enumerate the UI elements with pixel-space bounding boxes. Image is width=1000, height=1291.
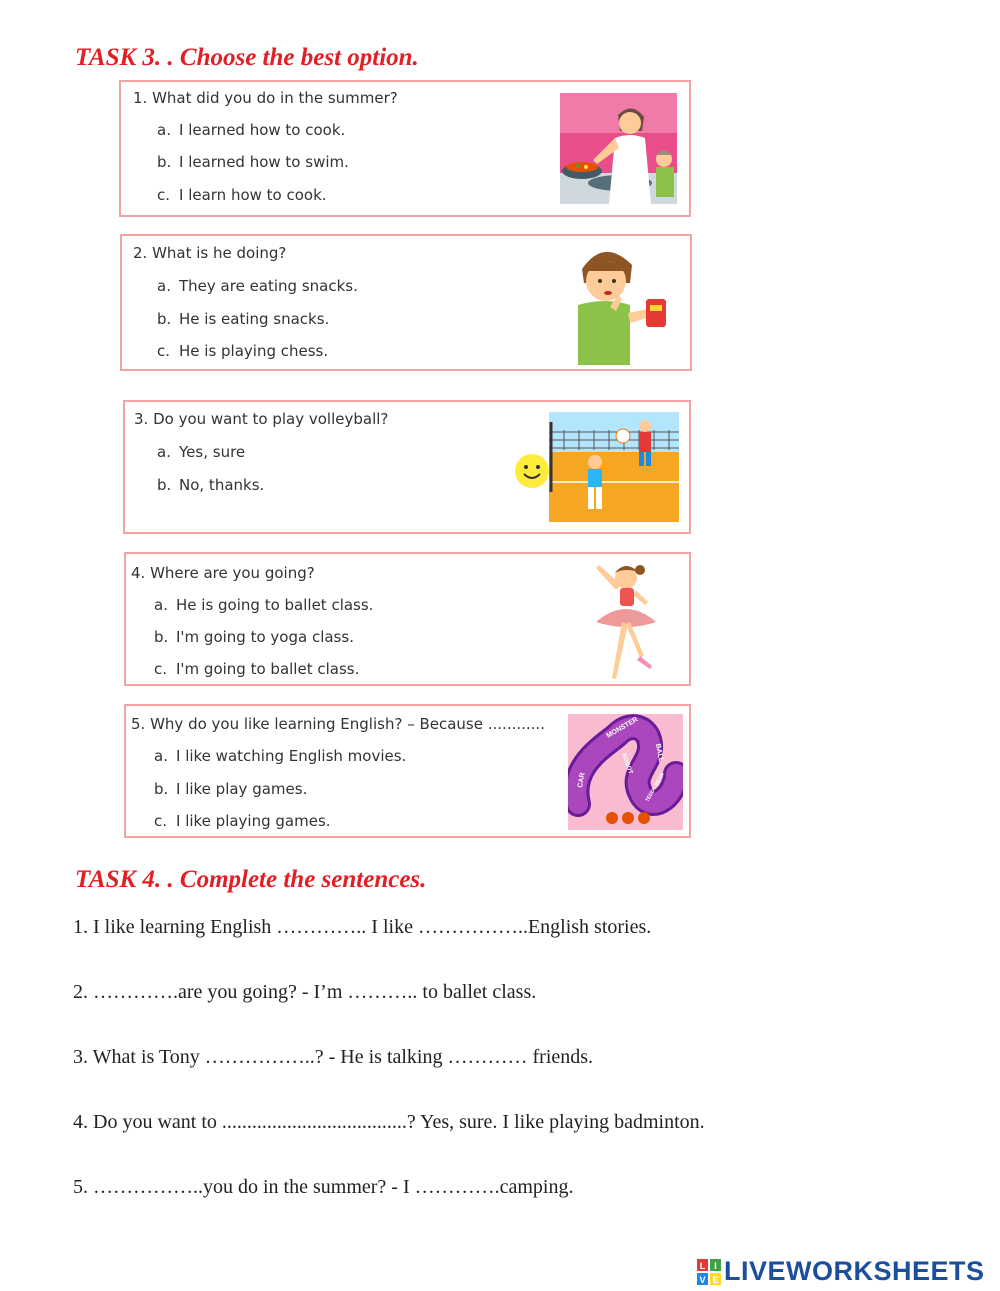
- option-letter: c.: [157, 342, 171, 360]
- option-b[interactable]: [157, 476, 264, 494]
- question-text: 5. Why do you like learning English? – Because ............: [131, 715, 545, 733]
- smiley-icon: [514, 453, 550, 489]
- option-letter: a.: [157, 277, 171, 295]
- boy-eating-snacks-illustration: [570, 241, 670, 366]
- option-text: I like watching English movies.: [176, 747, 407, 765]
- option-letter: a.: [157, 443, 171, 461]
- option-text: I learned how to cook.: [179, 121, 346, 139]
- option-text: I learn how to cook.: [179, 186, 327, 204]
- option-text: I like play games.: [176, 780, 308, 798]
- board-label-robot: ROBOT: [620, 752, 634, 776]
- cooking-illustration: [560, 93, 677, 204]
- option-c[interactable]: [154, 660, 359, 678]
- sentence-3: 3. What is Tony ……………..? - He is talking ………… friends.: [73, 1046, 594, 1068]
- option-c[interactable]: [157, 186, 327, 204]
- liveworksheets-logo: [697, 1256, 985, 1287]
- question-box-1: [119, 80, 691, 217]
- question-text: 4. Where are you going?: [131, 564, 315, 582]
- question-text: 3. Do you want to play volleyball?: [134, 410, 389, 428]
- question-box-2: [120, 234, 692, 371]
- option-text: No, thanks.: [179, 476, 265, 494]
- question-box-3: [123, 400, 691, 534]
- option-letter: b.: [157, 153, 172, 171]
- logo-text: LIVEWORKSHEETS: [724, 1256, 985, 1286]
- option-letter: c.: [154, 660, 168, 678]
- option-a[interactable]: [154, 596, 373, 614]
- option-b[interactable]: [154, 780, 307, 798]
- liveworksheets-logo-icon: [697, 1259, 721, 1285]
- logo-icon-letter-e: E: [712, 1274, 719, 1285]
- option-a[interactable]: [154, 747, 406, 765]
- board-label-car: CAR: [577, 772, 587, 789]
- option-text: He is eating snacks.: [179, 310, 330, 328]
- option-text: He is going to ballet class.: [176, 596, 374, 614]
- option-text: Yes, sure: [179, 443, 246, 461]
- board-label-monster: MONSTER: [605, 716, 640, 740]
- option-letter: b.: [154, 780, 169, 798]
- option-b[interactable]: [157, 153, 349, 171]
- sentence-1: 1. I like learning English ………….. I like ……………..English stories.: [73, 916, 652, 938]
- option-text: I'm going to ballet class.: [176, 660, 360, 678]
- logo-icon-letter-i: I: [714, 1260, 717, 1271]
- option-letter: c.: [154, 812, 168, 830]
- question-text: 2. What is he doing?: [133, 244, 287, 262]
- logo-icon-letter-l: L: [699, 1260, 706, 1271]
- task3-title: TASK 3. . Choose the best option.: [75, 44, 419, 71]
- option-b[interactable]: [154, 628, 354, 646]
- option-b[interactable]: [157, 310, 329, 328]
- option-a[interactable]: [157, 443, 245, 461]
- sentence-4: 4. Do you want to .....................................? Yes, sure. I like playing badminton.: [73, 1111, 705, 1133]
- sentence-2: 2. ………….are you going? - I’m ……….. to ballet class.: [73, 981, 537, 1003]
- option-text: I learned how to swim.: [179, 153, 349, 171]
- option-a[interactable]: [157, 121, 345, 139]
- option-letter: a.: [154, 747, 168, 765]
- question-box-5: [124, 704, 691, 838]
- board-label-ball: BALL: [654, 743, 665, 763]
- ballerina-illustration: [584, 560, 664, 685]
- option-text: I'm going to yoga class.: [176, 628, 354, 646]
- board-game-illustration: [568, 714, 683, 830]
- question-text: 1. What did you do in the summer?: [133, 89, 398, 107]
- question-box-4: [124, 552, 691, 686]
- logo-icon-letter-v: V: [699, 1274, 706, 1285]
- option-c[interactable]: [154, 812, 331, 830]
- option-a[interactable]: [157, 277, 358, 295]
- option-letter: a.: [154, 596, 168, 614]
- option-text: He is playing chess.: [179, 342, 329, 360]
- option-text: They are eating snacks.: [179, 277, 358, 295]
- board-label-teddy-bear: TEDDY BEAR: [644, 771, 666, 803]
- option-letter: b.: [154, 628, 169, 646]
- option-letter: c.: [157, 186, 171, 204]
- option-letter: b.: [157, 476, 172, 494]
- sentence-5: 5. ……………..you do in the summer? - I ………….camping.: [73, 1176, 574, 1198]
- task4-title: TASK 4. . Complete the sentences.: [75, 866, 427, 893]
- volleyball-illustration: [549, 412, 679, 522]
- option-letter: a.: [157, 121, 171, 139]
- option-letter: b.: [157, 310, 172, 328]
- option-text: I like playing games.: [176, 812, 331, 830]
- option-c[interactable]: [157, 342, 328, 360]
